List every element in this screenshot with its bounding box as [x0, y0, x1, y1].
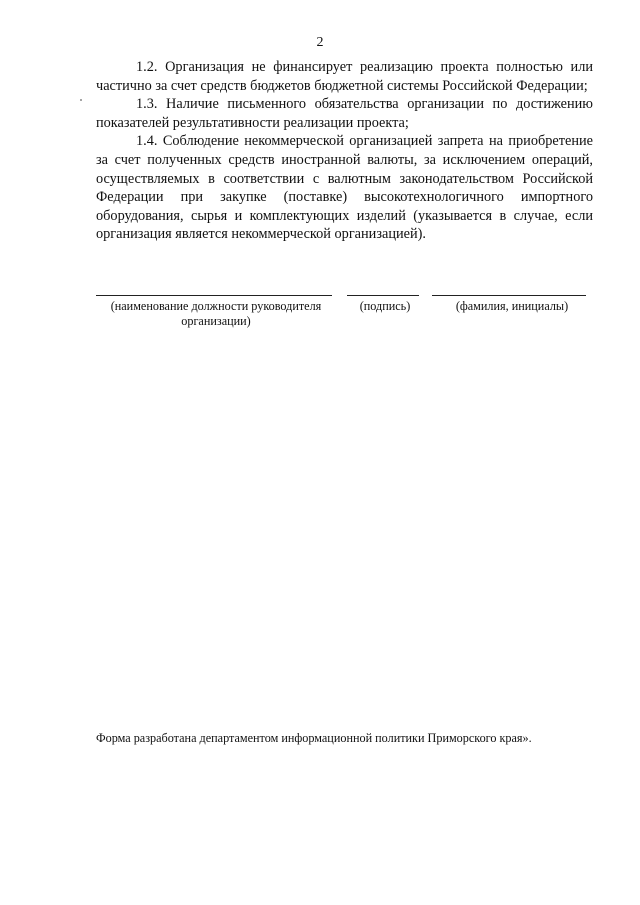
name-caption: (фамилия, инициалы)	[455, 299, 569, 313]
signature-caption: (подпись)	[359, 299, 411, 313]
paragraph-1-2: 1.2. Организация не финансирует реализацию проекта полностью или частично за счет средств бюджетов бюджетной системы Российской Федерации;	[96, 59, 593, 94]
footer-note: Форма разработана департаментом информационной политики Приморского края».	[96, 731, 532, 745]
position-caption: (наименование должности руководителя организации)	[110, 299, 322, 328]
paragraph-1-4: 1.4. Соблюдение некоммерческой организацией запрета на приобретение за счет полученных средств иностранной валюты, за исключением операций, осуществляемых в соответствии с валютным законодательством Российской Федерации при закупке (поставке) высокотехнологичного импортного оборудования, сырья и комплектующих изделий (указывается в случае, если организация является некоммерческой организацией).	[96, 133, 593, 243]
paragraph-1-3: 1.3. Наличие письменного обязательства организации по достижению показателей результативности реализации проекта;	[96, 96, 593, 131]
signature-line	[347, 295, 419, 296]
position-signature-line	[96, 295, 332, 296]
name-signature-line	[432, 295, 586, 296]
page-number: 2	[316, 35, 324, 50]
scan-speck	[80, 99, 82, 101]
document-body	[96, 58, 593, 244]
